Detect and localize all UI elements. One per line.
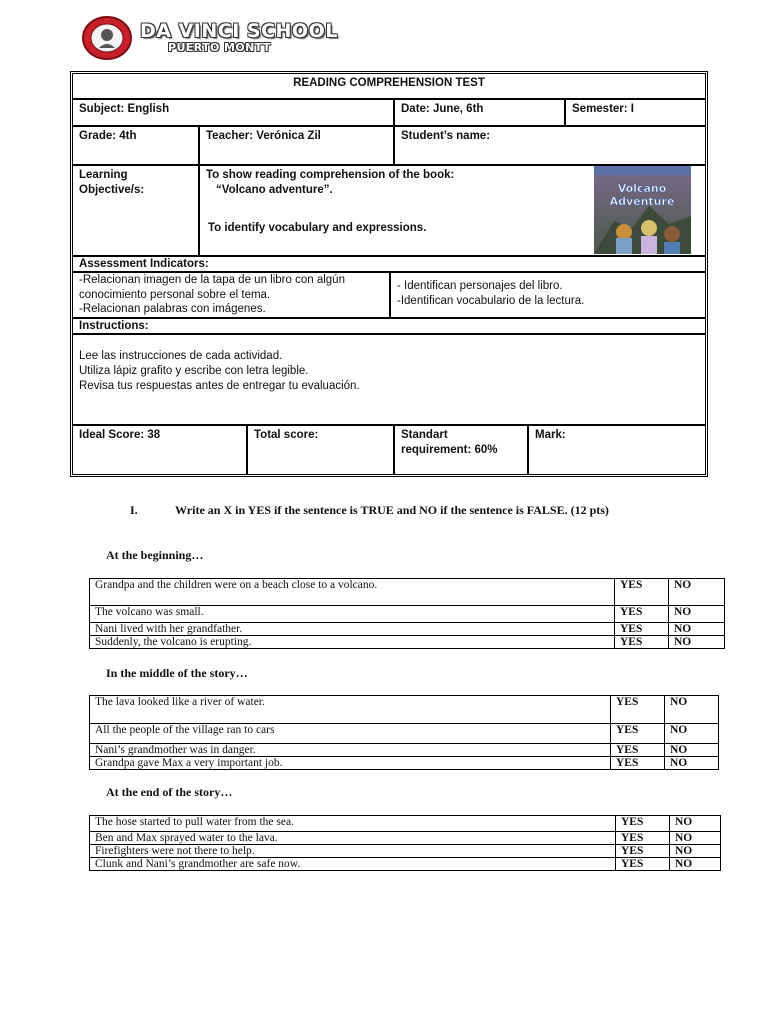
sentence: Grandpa and the children were on a beach close to a volcano.	[90, 579, 615, 606]
yes-option[interactable]: YES	[616, 816, 670, 832]
teacher-cell: Teacher: Verónica Zil	[199, 126, 394, 165]
date-cell: Date: June, 6th	[394, 99, 565, 126]
no-option[interactable]: NO	[670, 858, 721, 871]
table-row	[90, 744, 719, 757]
sentence: Grandpa gave Max a very important job.	[90, 757, 611, 770]
yes-option[interactable]: YES	[611, 757, 665, 770]
question-number: I.	[130, 503, 138, 517]
indicator-right-2: -Identifican vocabulario de la lectura.	[397, 294, 585, 307]
no-option[interactable]: NO	[665, 696, 719, 724]
yes-option[interactable]: YES	[616, 832, 670, 845]
instruction-line-2: Utiliza lápiz grafito y escribe con letra legible.	[79, 365, 309, 377]
yes-option[interactable]: YES	[615, 606, 669, 623]
sentence: All the people of the village ran to cars	[90, 724, 611, 744]
table-row	[90, 579, 725, 606]
school-logo	[82, 16, 132, 60]
sentence: The hose started to pull water from the sea.	[90, 816, 616, 832]
tf-table-beginning	[89, 578, 725, 649]
no-option[interactable]: NO	[669, 579, 725, 606]
yes-option[interactable]: YES	[615, 636, 669, 649]
no-option[interactable]: NO	[670, 832, 721, 845]
table-row	[90, 845, 721, 858]
table-row	[90, 858, 721, 871]
sentence: Suddenly, the volcano is erupting.	[90, 636, 615, 649]
sentence: Nani’s grandmother was in danger.	[90, 744, 611, 757]
yes-option[interactable]: YES	[616, 858, 670, 871]
no-option[interactable]: NO	[670, 816, 721, 832]
no-option[interactable]: NO	[665, 724, 719, 744]
table-row	[90, 816, 721, 832]
tf-table-end	[89, 815, 721, 871]
total-score-cell[interactable]: Total score:	[247, 425, 394, 475]
sentence: The volcano was small.	[90, 606, 615, 623]
yes-option[interactable]: YES	[611, 724, 665, 744]
objective-line-2: “Volcano adventure”.	[216, 184, 333, 196]
subject-cell: Subject: English	[72, 99, 394, 126]
tf-table-middle	[89, 695, 719, 770]
indicators-left	[72, 272, 390, 318]
student-name-field[interactable]: Student’s name:	[394, 126, 706, 165]
instructions-label: Instructions:	[72, 318, 706, 334]
test-title: READING COMPREHENSION TEST	[72, 73, 706, 99]
no-option[interactable]: NO	[669, 606, 725, 623]
sentence: Firefighters were not there to help.	[90, 845, 616, 858]
semester-cell: Semester: I	[565, 99, 706, 126]
instruction-line-3: Revisa tus respuestas antes de entregar tu evaluación.	[79, 380, 360, 392]
sentence: Clunk and Nani’s grandmother are safe now.	[90, 858, 616, 871]
question-text: Write an X in YES if the sentence is TRUE and NO if the sentence is FALSE. (12 pts)	[175, 503, 609, 517]
no-option[interactable]: NO	[669, 636, 725, 649]
mark-cell[interactable]: Mark:	[528, 425, 706, 475]
grade-cell: Grade: 4th	[72, 126, 199, 165]
yes-option[interactable]: YES	[615, 623, 669, 636]
table-row	[90, 696, 719, 724]
indicator-left-1: -Relacionan imagen de la tapa de un libro con algún conocimiento personal sobre el tema.	[79, 274, 345, 301]
table-row	[90, 832, 721, 845]
svg-text:Volcano: Volcano	[617, 182, 667, 195]
indicators-right	[390, 272, 706, 318]
book-cover-image	[594, 166, 691, 254]
table-row	[90, 623, 725, 636]
standard-requirement-cell: Standart requirement: 60%	[394, 425, 528, 475]
yes-option[interactable]: YES	[611, 696, 665, 724]
ideal-score-cell: Ideal Score: 38	[72, 425, 247, 475]
objective-line-3: To identify vocabulary and expressions.	[208, 222, 427, 234]
table-row	[90, 636, 725, 649]
objective-label: Learning Objective/s:	[72, 165, 199, 256]
yes-option[interactable]: YES	[615, 579, 669, 606]
indicators-label: Assessment Indicators:	[72, 256, 706, 272]
sentence: Nani lived with her grandfather.	[90, 623, 615, 636]
no-option[interactable]: NO	[665, 757, 719, 770]
table-row	[90, 724, 719, 744]
table-row	[90, 606, 725, 623]
no-option[interactable]: NO	[669, 623, 725, 636]
instructions-body	[72, 334, 706, 425]
indicator-right-1: - Identifican personajes del libro.	[397, 280, 563, 292]
indicator-left-2: -Relacionan palabras con imágenes.	[79, 303, 266, 315]
sentence: The lava looked like a river of water.	[90, 696, 611, 724]
yes-option[interactable]: YES	[616, 845, 670, 858]
svg-text:Adventure: Adventure	[609, 195, 675, 208]
section-title-beginning: At the beginning…	[106, 548, 204, 562]
no-option[interactable]: NO	[670, 845, 721, 858]
instruction-line-1: Lee las instrucciones de cada actividad.	[79, 350, 283, 362]
school-city: PUERTO MONTT	[168, 41, 271, 54]
sentence: Ben and Max sprayed water to the lava.	[90, 832, 616, 845]
section-title-middle: In the middle of the story…	[106, 666, 248, 680]
yes-option[interactable]: YES	[611, 744, 665, 757]
section-title-end: At the end of the story…	[106, 785, 233, 799]
school-name: DA VINCI SCHOOL	[140, 20, 338, 42]
table-row	[90, 757, 719, 770]
objective-line-1: To show reading comprehension of the book:	[206, 169, 455, 181]
no-option[interactable]: NO	[665, 744, 719, 757]
